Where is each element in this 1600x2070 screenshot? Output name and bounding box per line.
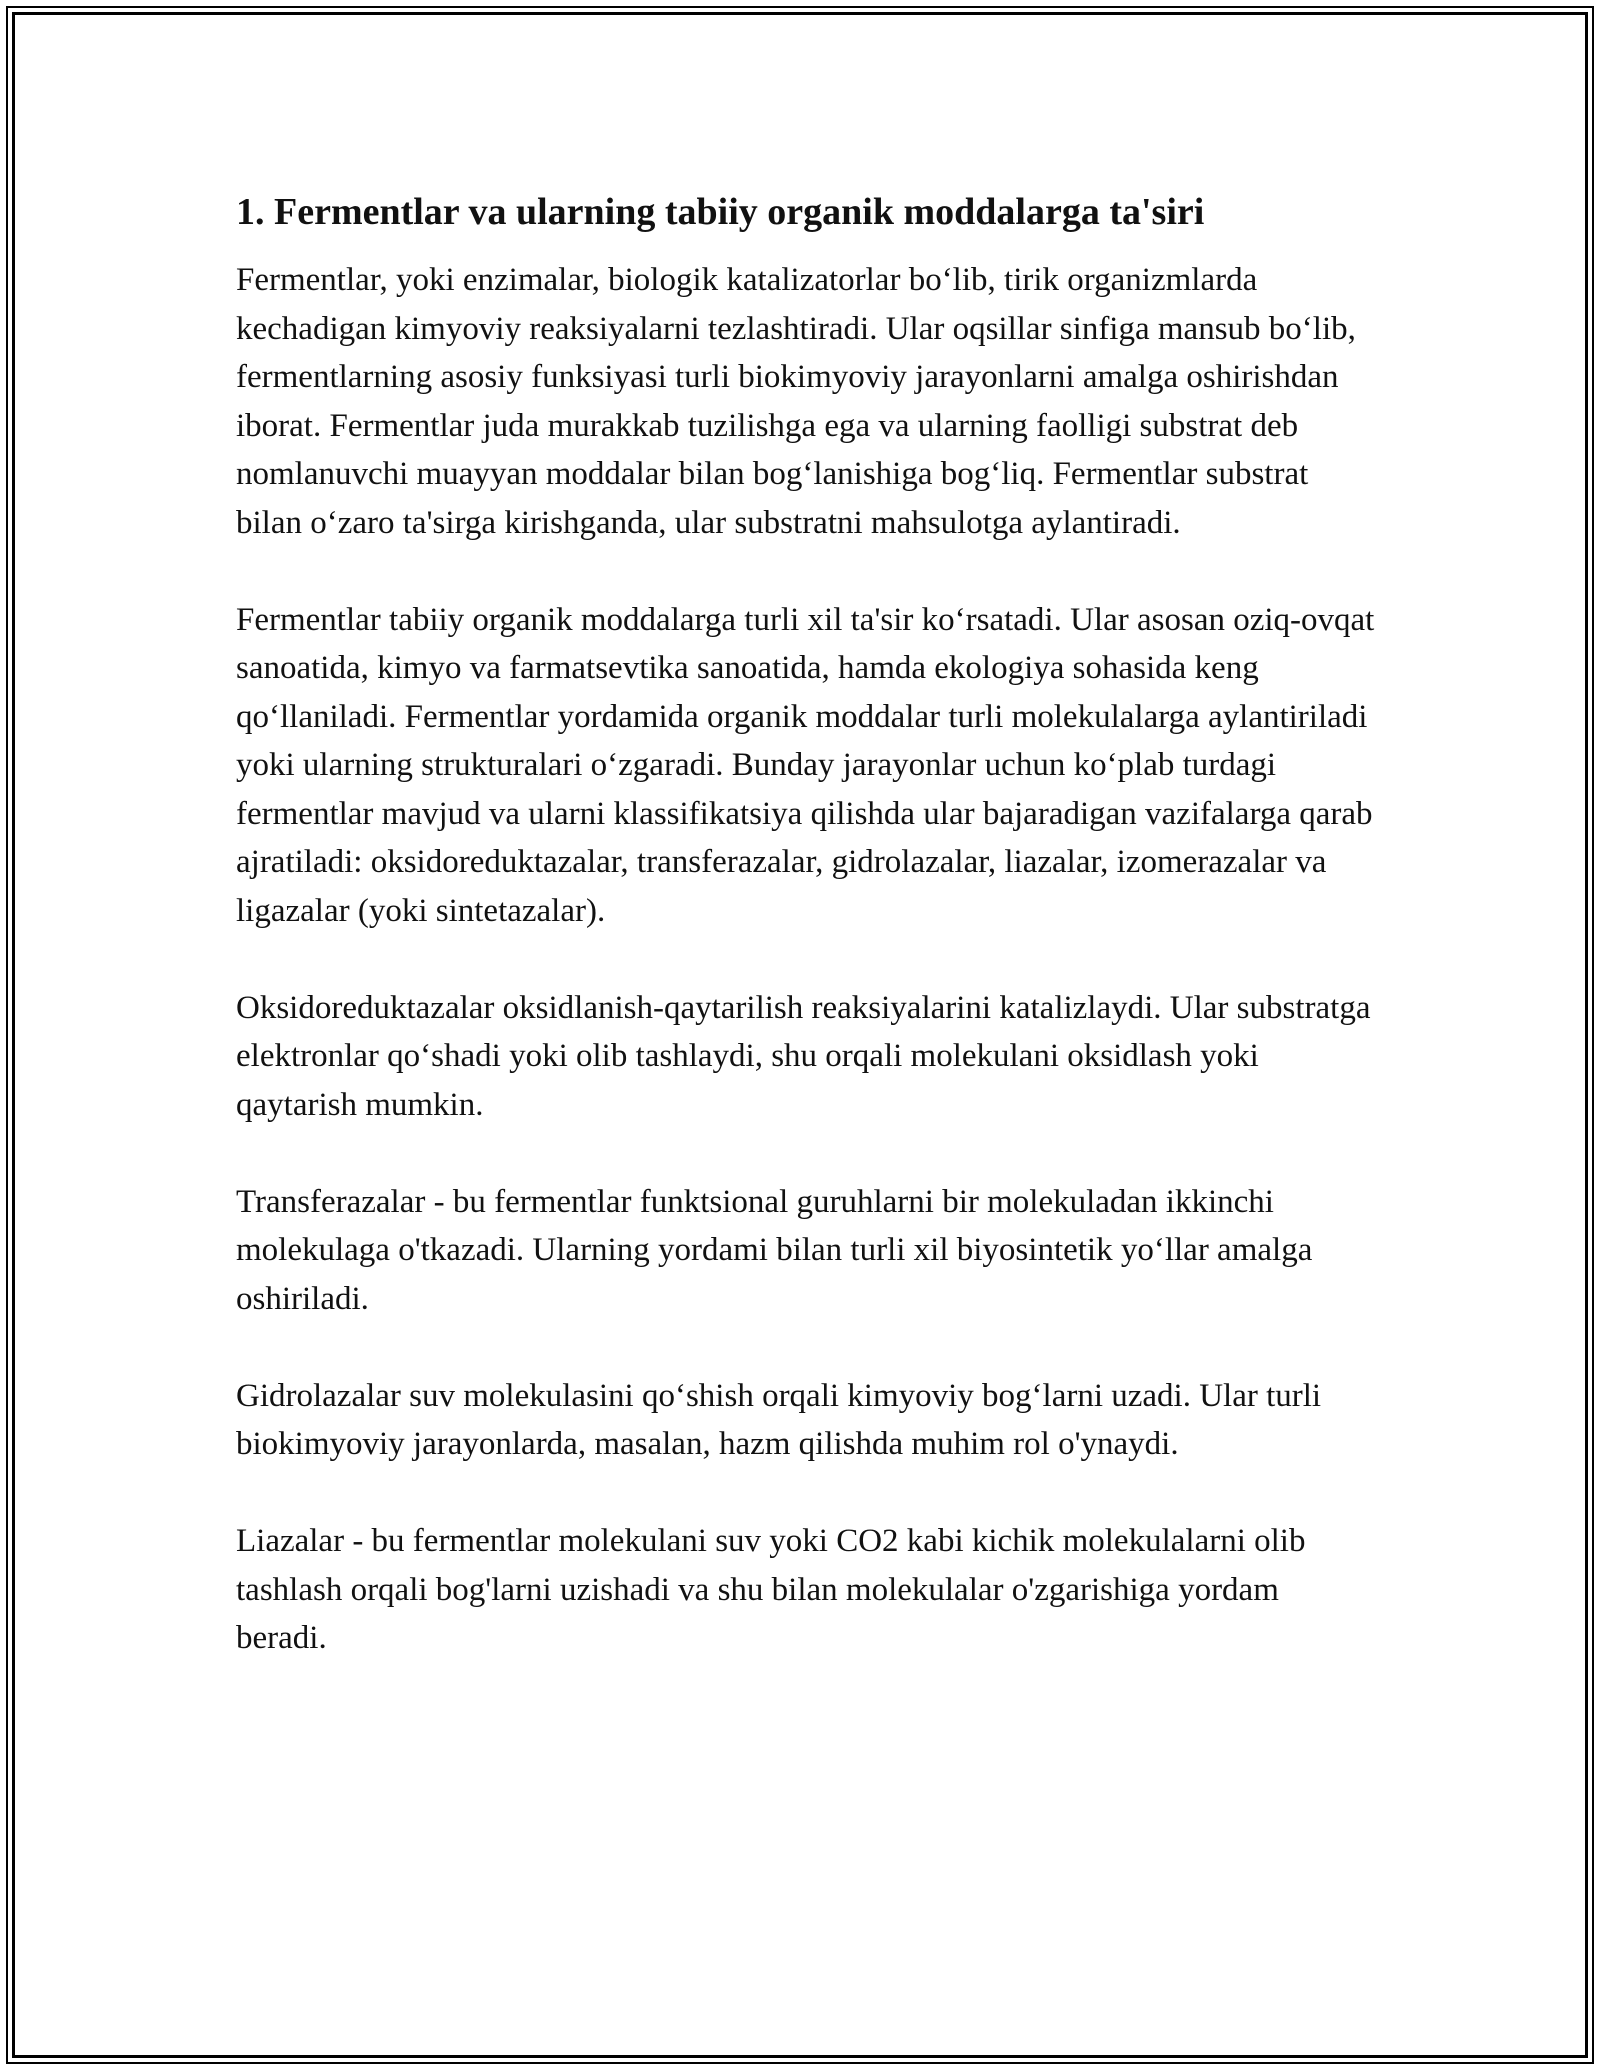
paragraph-effects: Fermentlar tabiiy organik moddalarga turli xil ta'sir ko‘rsatadi. Ular asosan oziq-ovqat sanoatida, kimyo va farmatsevtika sanoatida, hamda ekologiya sohasida keng qo‘llaniladi. Fermentlar yordamida organik moddalar turli molekulalarga aylantiriladi yoki ularning strukturalari o‘zgaradi. Bunday jarayonlar uchun ko‘plab turdagi fermentlar mavjud va ularni klassifikatsiya qilishda ular bajaradigan vazifalarga qarab ajratiladi: oksidoreduktazalar, transferazalar, gidrolazalar, liazalar, izomerazalar va ligazalar (yoki sintetazalar). <box>236 601 1375 929</box>
paragraph-lyases: Liazalar - bu fermentlar molekulani suv yoki CO2 kabi kichik molekulalarni olib tashlash orqali bog'larni uzishadi va shu bilan molekulalar o'zgarishiga yordam beradi. <box>236 1523 1306 1656</box>
document-title: 1. Fermentlar va ularning tabiiy organik moddalarga ta'siri <box>236 191 1205 233</box>
paragraph-intro: Fermentlar, yoki enzimalar, biologik katalizatorlar bo‘lib, tirik organizmlarda kechadigan kimyoviy reaksiyalarni tezlashtiradi. Ular oqsillar sinfiga mansub bo‘lib, fermentlarning asosiy funksiyasi turli biokimyoviy jarayonlarni amalga oshirishdan iborat. Fermentlar juda murakkab tuzilishga ega va ularning faolligi substrat deb nomlanuvchi muayyan moddalar bilan bog‘lanishiga bog‘liq. Fermentlar substrat bilan o‘zaro ta'sirga kirishganda, ular substratni mahsulotga aylantiradi. <box>236 262 1356 541</box>
paragraph-oxidoreductases: Oksidoreduktazalar oksidlanish-qaytarilish reaksiyalarini katalizlaydi. Ular substratga elektronlar qo‘shadi yoki olib tashlaydi, shu orqali molekulani oksidlash yoki qaytarish mumkin. <box>236 989 1371 1123</box>
paragraph-hydrolases: Gidrolazalar suv molekulasini qo‘shish orqali kimyoviy bog‘larni uzadi. Ular turli biokimyoviy jarayonlarda, masalan, hazm qilishda muhim rol o'ynaydi. <box>236 1377 1322 1462</box>
paragraph-transferases: Transferazalar - bu fermentlar funktsional guruhlarni bir molekuladan ikkinchi molekulaga o'tkazadi. Ularning yordami bilan turli xil biyosintetik yo‘llar amalga oshiriladi. <box>236 1183 1313 1317</box>
document-body <box>236 186 1376 1711</box>
